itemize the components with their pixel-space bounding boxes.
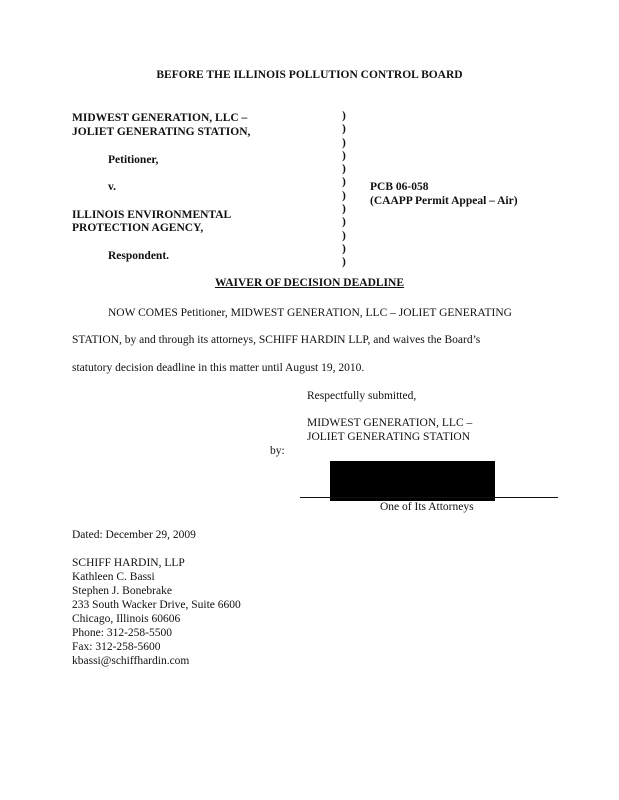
body-line-2: STATION, by and through its attorneys, SCHIFF HARDIN LLP, and waives the Board’s: [72, 334, 481, 346]
paren: ): [342, 136, 346, 149]
body-line-3: statutory decision deadline in this matter until August 19, 2010.: [72, 362, 365, 374]
attorney-name-2: Stephen J. Bonebrake: [72, 585, 172, 597]
case-number: PCB 06-058: [370, 181, 429, 193]
case-type: (CAAPP Permit Appeal – Air): [370, 195, 518, 207]
signature-line: [300, 497, 558, 498]
paren: ): [342, 176, 346, 189]
signing-party-line2: JOLIET GENERATING STATION: [307, 431, 471, 443]
body-line-1: NOW COMES Petitioner, MIDWEST GENERATION, LLC – JOLIET GENERATING: [108, 307, 512, 319]
respondent-name-line1: ILLINOIS ENVIRONMENTAL: [72, 209, 232, 221]
signing-party-line1: MIDWEST GENERATION, LLC –: [307, 417, 473, 429]
respondent-role: Respondent.: [108, 250, 170, 262]
closing: Respectfully submitted,: [307, 390, 417, 402]
paren: ): [342, 242, 346, 255]
paren: ): [342, 203, 346, 216]
paren: ): [342, 216, 346, 229]
petitioner-name-line2: JOLIET GENERATING STATION,: [72, 126, 251, 138]
petitioner-role: Petitioner,: [108, 154, 159, 166]
firm-address-line1: 233 South Wacker Drive, Suite 6600: [72, 599, 241, 611]
redacted-signature-block: [330, 461, 495, 501]
attorney-caption: One of Its Attorneys: [380, 501, 474, 513]
attorney-name-1: Kathleen C. Bassi: [72, 571, 155, 583]
firm-email: kbassi@schiffhardin.com: [72, 655, 190, 667]
paren: ): [342, 149, 346, 162]
paren: ): [342, 189, 346, 202]
document-title: WAIVER OF DECISION DEADLINE: [214, 277, 405, 289]
dated-line: Dated: December 29, 2009: [72, 529, 196, 541]
firm-name: SCHIFF HARDIN, LLP: [72, 557, 185, 569]
paren: ): [342, 163, 346, 176]
paren: ): [342, 110, 346, 122]
caption-parentheses: [342, 110, 346, 270]
firm-phone: Phone: 312-258-5500: [72, 627, 172, 639]
firm-address-line2: Chicago, Illinois 60606: [72, 613, 181, 625]
by-label: by:: [270, 445, 285, 457]
versus-label: v.: [108, 181, 116, 193]
board-heading: BEFORE THE ILLINOIS POLLUTION CONTROL BOARD: [156, 69, 463, 81]
respondent-name-line2: PROTECTION AGENCY,: [72, 222, 204, 234]
firm-fax: Fax: 312-258-5600: [72, 641, 161, 653]
paren: ): [342, 123, 346, 136]
petitioner-name-line1: MIDWEST GENERATION, LLC –: [72, 112, 248, 124]
paren: ): [342, 256, 346, 269]
paren: ): [342, 229, 346, 242]
